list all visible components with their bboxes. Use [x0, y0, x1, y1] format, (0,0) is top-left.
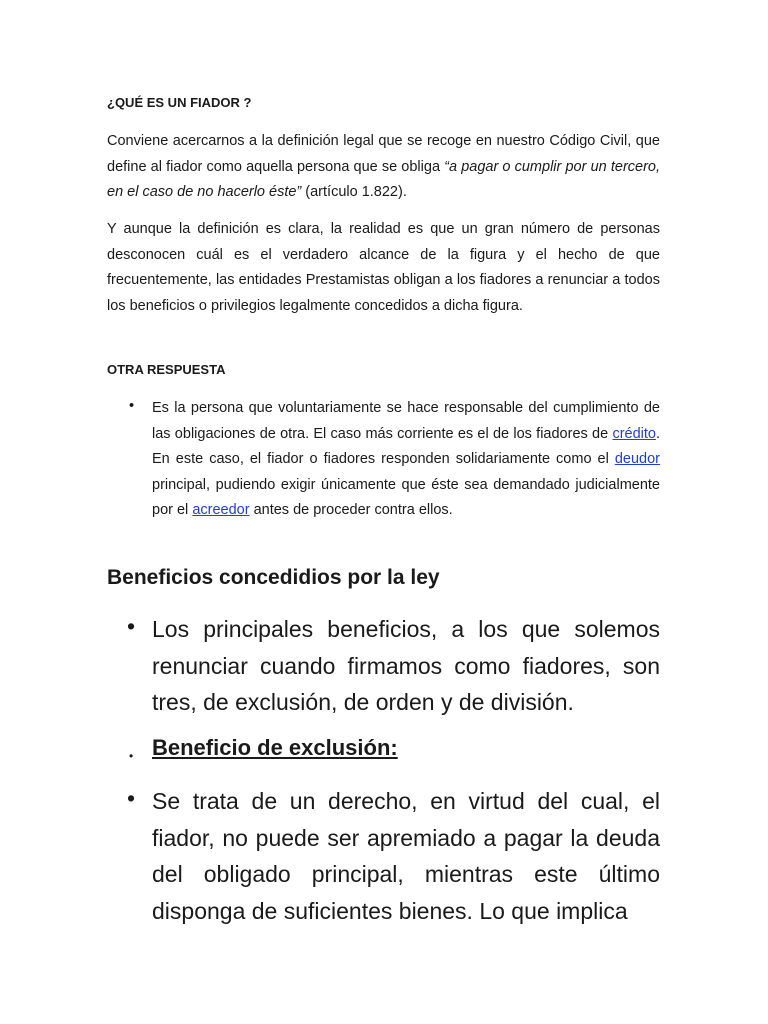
paragraph-definition-text: Conviene acercarnos a la definición legal que se recoge en nuestro Código Civil, que define al fiador como aquella persona que se obliga	[107, 133, 660, 175]
bullet-principales-beneficios: Los principales beneficios, a los que solemos renunciar cuando firmamos como fiadores, son tres, de exclusión, de orden y de división.	[152, 616, 660, 715]
bullet-text-d: antes de proceder contra ellos.	[249, 502, 453, 518]
link-credito[interactable]: crédito	[612, 425, 656, 442]
paragraph-definition-article: (artículo 1.822).	[301, 184, 407, 200]
bullet-marker: •	[127, 613, 136, 639]
heading-otra-respuesta: OTRA RESPUESTA	[107, 362, 226, 377]
heading-que-es-un-fiador: ¿QUÉ ES UN FIADOR ?	[107, 95, 252, 110]
bullet-marker: •	[129, 749, 134, 763]
section-title-beneficios: Beneficios concedidios por la ley	[107, 566, 440, 589]
bullet-marker: •	[129, 398, 135, 414]
bullet-text-a: Es la persona que voluntariamente se hace responsable del cumplimiento de las obligaciones de otra. El caso más corriente es el de los fiadores de	[152, 400, 660, 442]
bullet-derecho-exclusion: Se trata de un derecho, en virtud del cual, el fiador, no puede ser apremiado a pagar la deuda del obligado principal, mientras este último disponga de suficientes bienes. Lo que implica	[152, 788, 660, 924]
paragraph-reality: Y aunque la definición es clara, la realidad es que un gran número de personas desconocen cuál es el verdadero alcance de la figura y el hecho de que frecuentemente, las entidades Prestamistas obligan a los fiadores a renunciar a todos los beneficios o privilegios legalmente concedidos a dicha figura.	[107, 221, 660, 314]
bullet-text-b: . En este caso, el fiador o fiadores responden solidariamente como el	[152, 425, 660, 467]
link-deudor[interactable]: deudor	[614, 451, 660, 467]
link-acreedor[interactable]: acreedor	[192, 502, 250, 518]
bullet-marker: •	[127, 785, 136, 811]
beneficio-exclusion-heading: Beneficio de exclusión:	[152, 735, 398, 760]
definition-quote: “a pagar o cumplir por un tercero, en el caso de no hacerlo éste”	[107, 158, 661, 200]
bullet-text-c: principal, pudiendo exigir únicamente que éste sea demandado judicialmente por el	[152, 476, 660, 518]
bullet-otra-respuesta	[152, 396, 660, 524]
paragraph-definition	[107, 129, 660, 206]
